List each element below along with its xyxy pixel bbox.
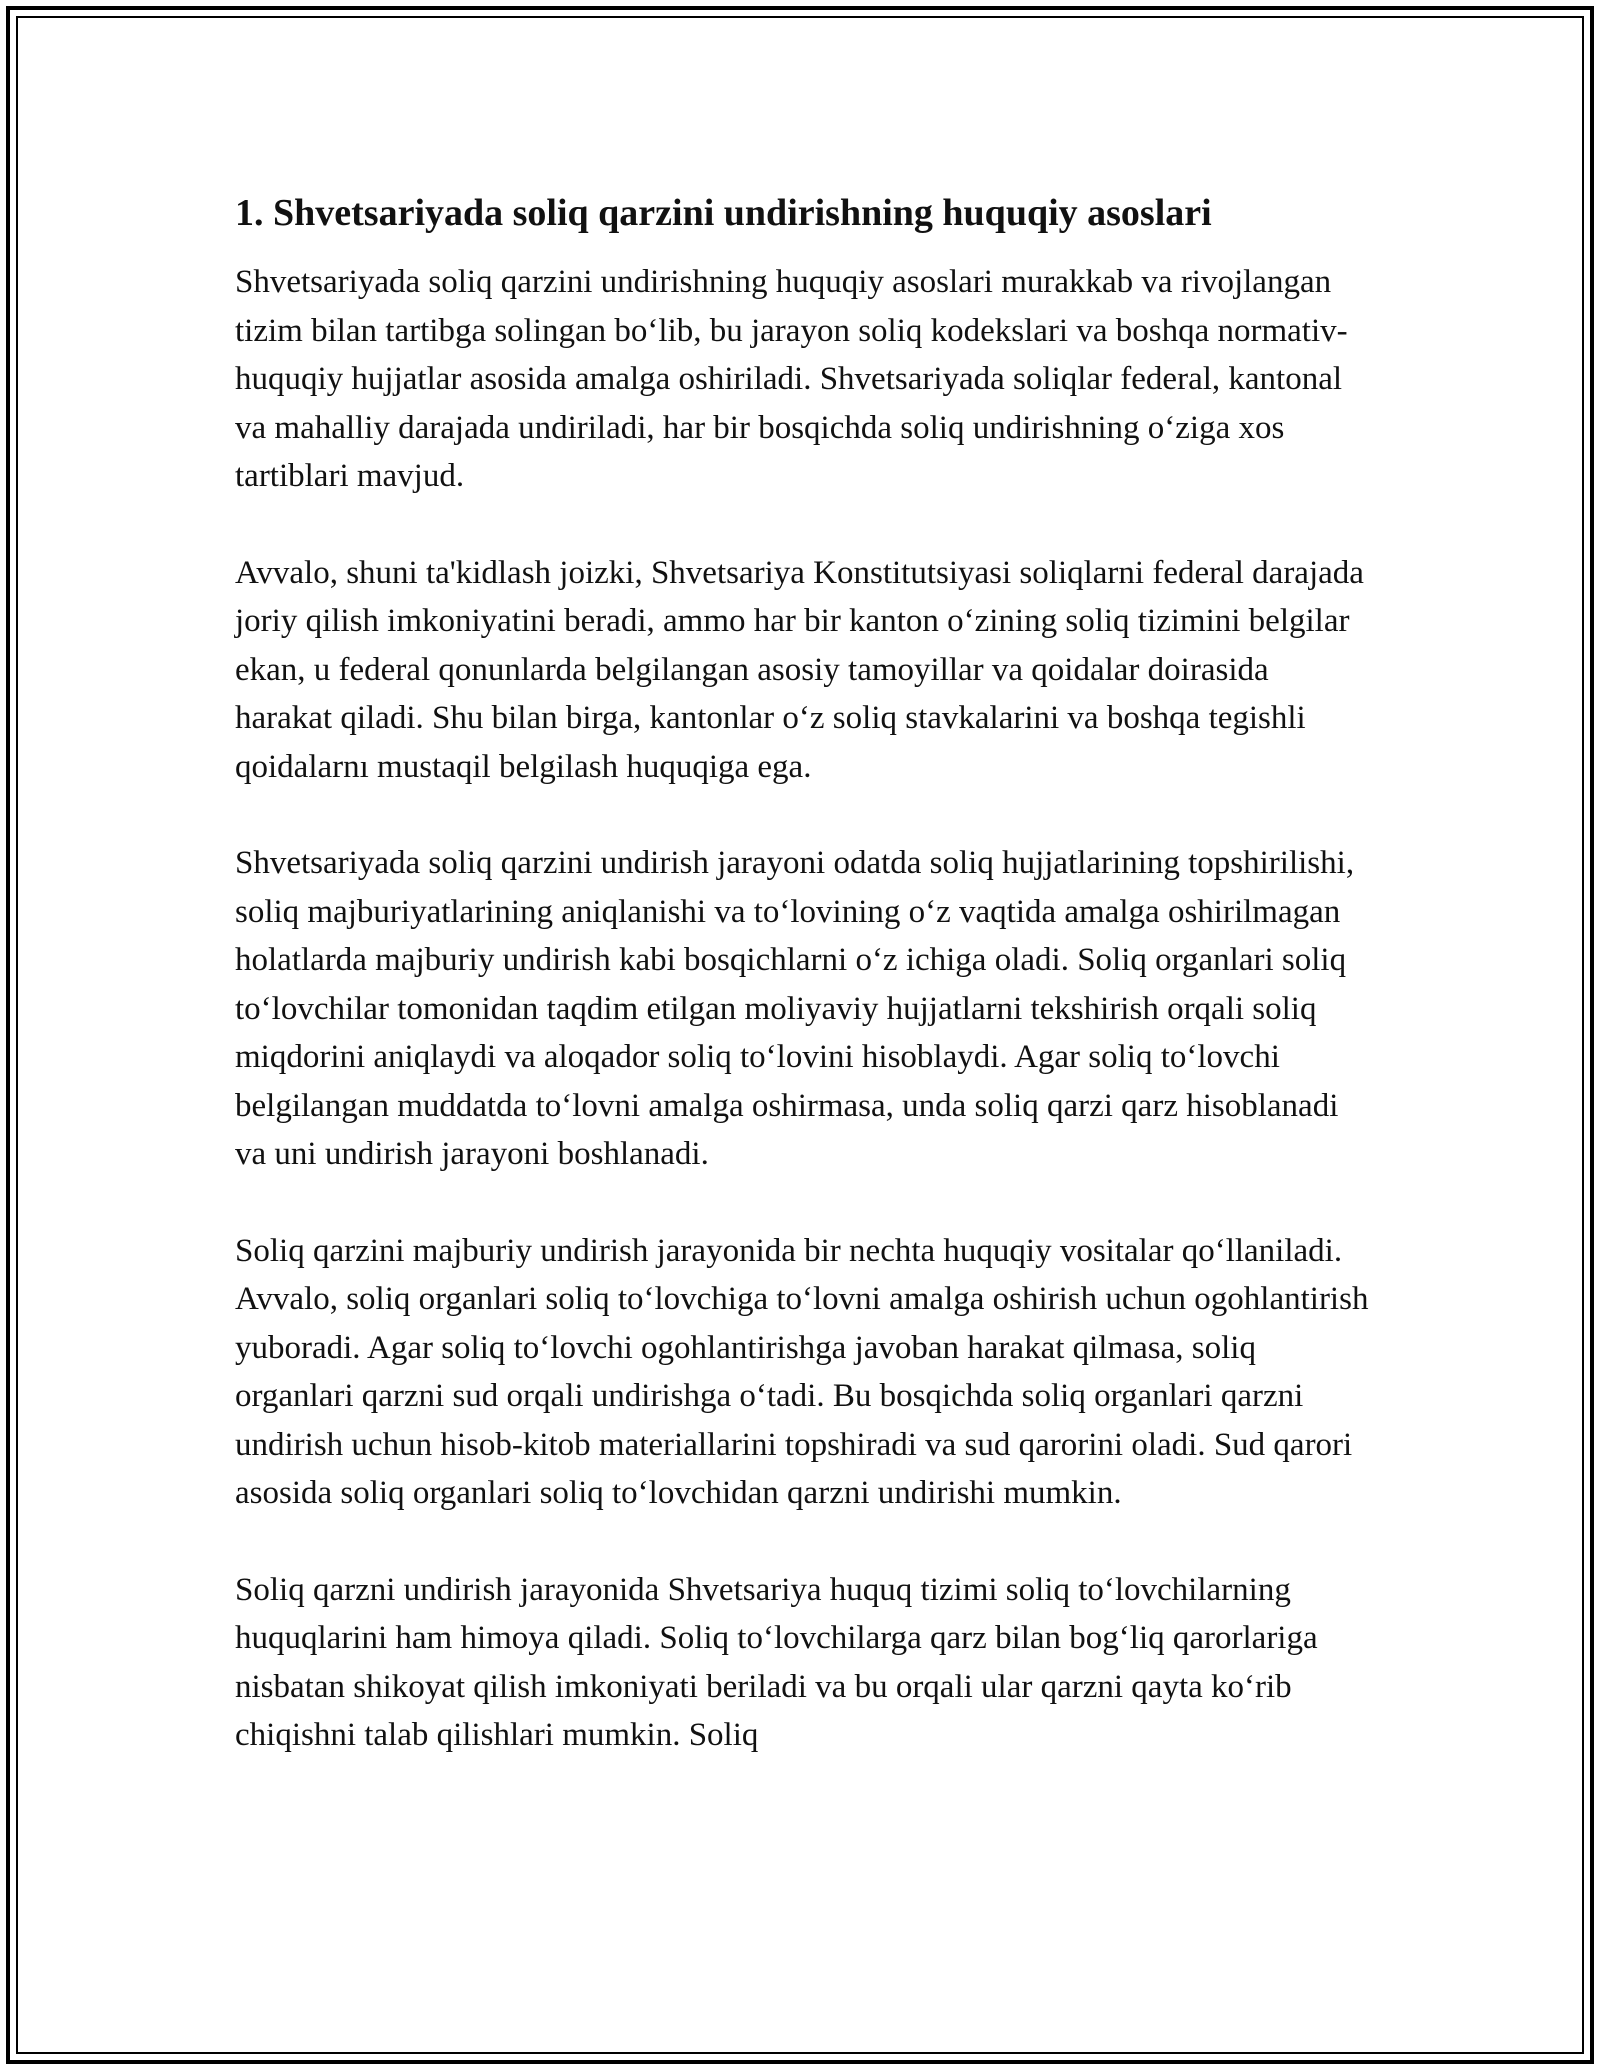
section-heading: 1. Shvetsariyada soliq qarzini undirishning huquqiy asoslari	[235, 192, 1212, 234]
paragraph-4: Soliq qarzini majburiy undirish jarayonida bir nechta huquqiy vositalar qo‘llaniladi. Avvalo, soliq organlari soliq to‘lovchiga to‘lovni amalga oshirish uchun ogohlantirish yuboradi. Agar soliq to‘lovchi ogohlantirishga javoban harakat qilmasa, soliq organlari qarzni sud orqali undirishga o‘tadi. Bu bosqichda soliq organlari qarzni undirish uchun hisob-kitob materiallarini topshiradi va sud qarorini oladi. Sud qarori asosida soliq organlari soliq to‘lovchidan qarzni undirishi mumkin.	[235, 1232, 1369, 1511]
document-body	[235, 188, 1370, 1760]
paragraph-1: Shvetsariyada soliq qarzini undirishning huquqiy asoslari murakkab va rivojlangan tizim bilan tartibga solingan bo‘lib, bu jarayon soliq kodekslari va boshqa normativ-huquqiy hujjatlar asosida amalga oshiriladi. Shvetsariyada soliqlar federal, kantonal va mahalliy darajada undiriladi, har bir bosqichda soliq undirishning o‘ziga xos tartiblari mavjud.	[235, 264, 1348, 494]
paragraph-5: Soliq qarzni undirish jarayonida Shvetsariya huquq tizimi soliq to‘lovchilarning huquqlarini ham himoya qiladi. Soliq to‘lovchilarga qarz bilan bog‘liq qarorlariga nisbatan shikoyat qilish imkoniyati beriladi va bu orqali ular qarzni qayta ko‘rib chiqishni talab qilishlari mumkin. Soliq	[235, 1571, 1318, 1753]
paragraph-3: Shvetsariyada soliq qarzini undirish jarayoni odatda soliq hujjatlarining topshirilishi, soliq majburiyatlarining aniqlanishi va to‘lovining o‘z vaqtida amalga oshirilmagan holatlarda majburiy undirish kabi bosqichlarni o‘z ichiga oladi. Soliq organlari soliq to‘lovchilar tomonidan taqdim etilgan moliyaviy hujjatlarni tekshirish orqali soliq miqdorini aniqlaydi va aloqador soliq to‘lovini hisoblaydi. Agar soliq to‘lovchi belgilangan muddatda to‘lovni amalga oshirmasa, unda soliq qarzi qarz hisoblanadi va uni undirish jarayoni boshlanadi.	[235, 845, 1355, 1172]
paragraph-2: Avvalo, shuni ta'kidlash joizki, Shvetsariya Konstitutsiyasi soliqlarni federal darajada joriy qilish imkoniyatini beradi, ammo har bir kanton o‘zining soliq tizimini belgilar ekan, u federal qonunlarda belgilangan asosiy tamoyillar va qoidalar doirasida harakat qiladi. Shu bilan birga, kantonlar o‘z soliq stavkalarini va boshqa tegishli qoidalarnı mustaqil belgilash huquqiga ega.	[235, 554, 1364, 785]
